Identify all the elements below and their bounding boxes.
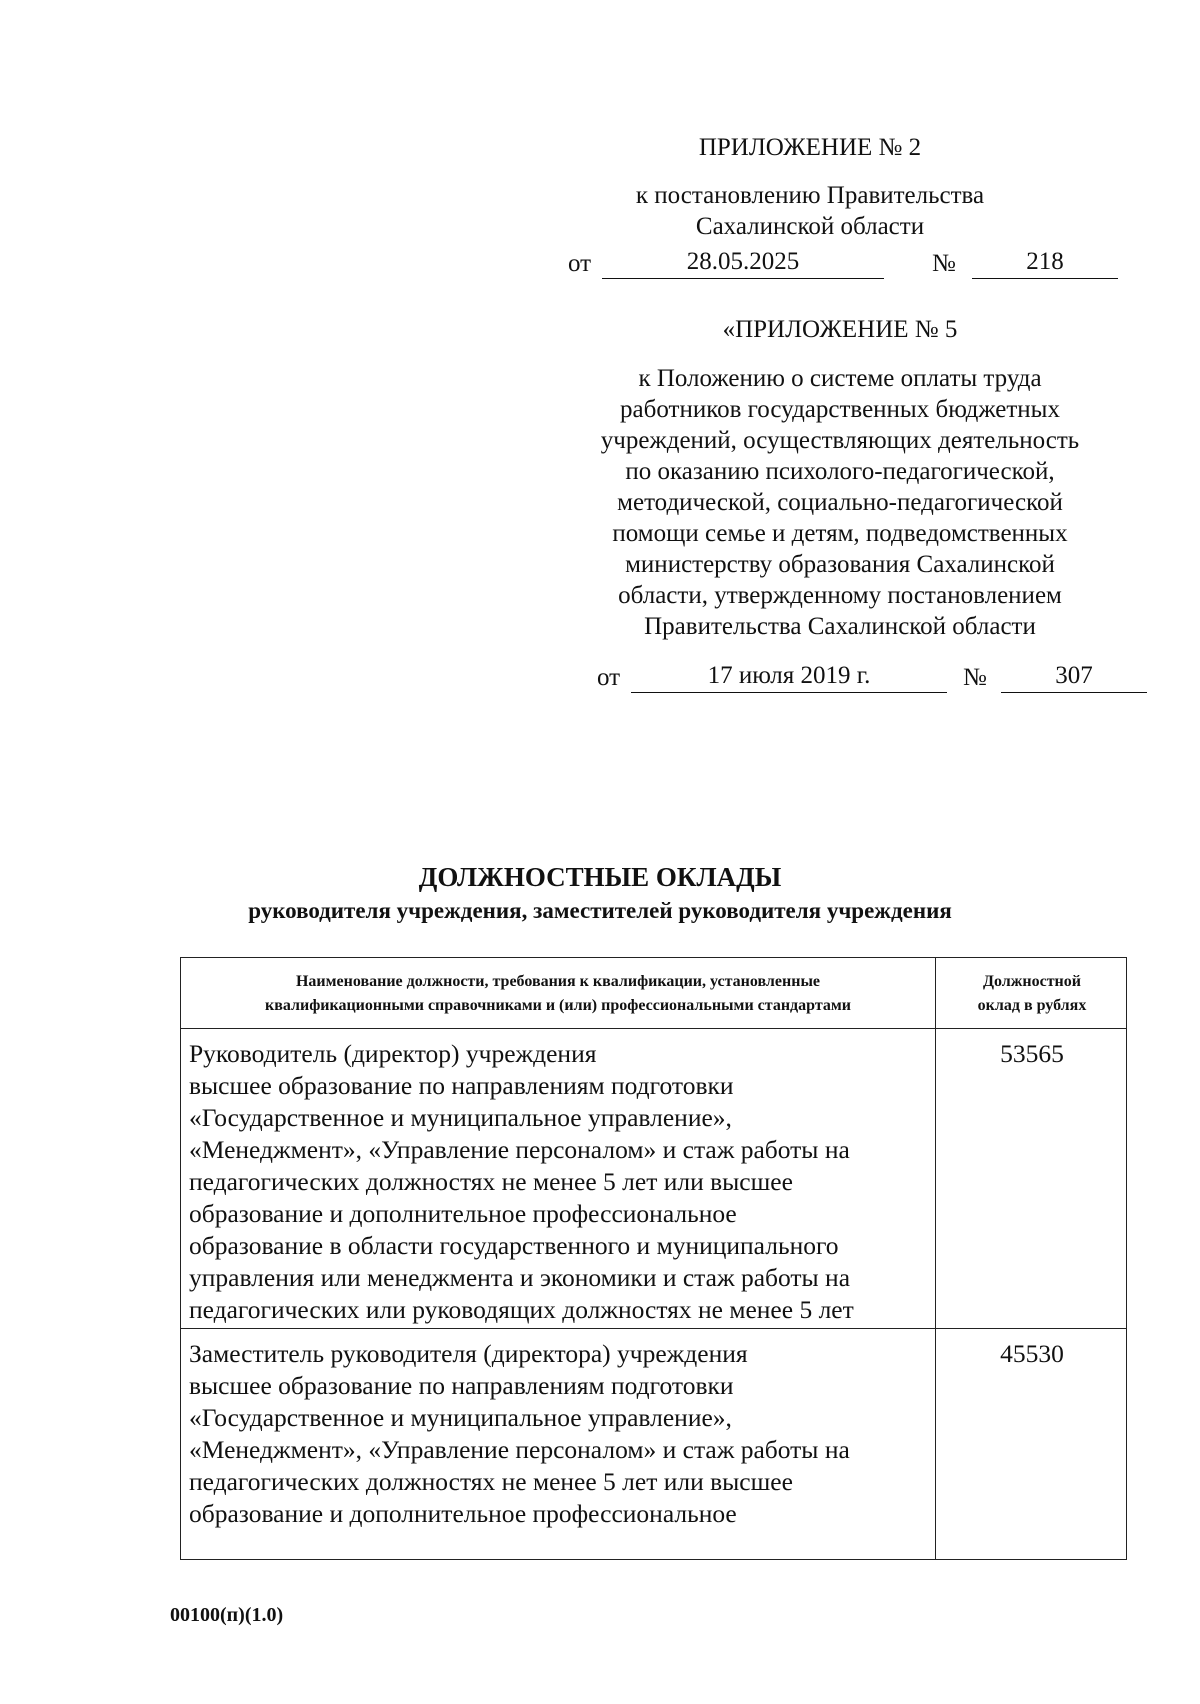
table-row-description [189, 1038, 854, 1326]
row-divider [181, 1328, 1126, 1329]
appendix-5-block [560, 314, 1120, 642]
appendix-5-date: 17 июля 2019 г. [631, 660, 947, 693]
document-title: ДОЛЖНОСТНЫЕ ОКЛАДЫ [418, 862, 782, 892]
form-code: 00100(п)(1.0) [170, 1604, 284, 1626]
header-position-line: квалификационными справочниками и (или) профессиональными стандартами [265, 997, 851, 1014]
appendix-5-number: 307 [1001, 660, 1147, 693]
appendix-2-date: 28.05.2025 [602, 246, 884, 279]
table-row-salary: 53565 [1000, 1039, 1064, 1068]
row-line: педагогических или руководящих должностях не менее 5 лет [189, 1295, 854, 1324]
header-divider [181, 1028, 1126, 1029]
appendix-5-line: Правительства Сахалинской области [644, 613, 1036, 640]
appendix-2-title: ПРИЛОЖЕНИЕ № 2 [698, 134, 922, 161]
appendix-5-line: к Положению о системе оплаты труда [638, 365, 1042, 392]
row-line: образование в области государственного и муниципального [189, 1231, 839, 1260]
appendix-5-dateline [597, 660, 1149, 696]
appendix-5-title: «ПРИЛОЖЕНИЕ № 5 [722, 316, 958, 343]
appendix-5-number-label: № [963, 664, 987, 691]
appendix-2-line-1: к постановлению Правительства [635, 182, 985, 209]
appendix-2-number: 218 [972, 246, 1118, 279]
row-line: «Государственное и муниципальное управление», [189, 1403, 732, 1432]
appendix-5-from-label: от [597, 664, 621, 691]
appendix-2-from-label: от [568, 250, 592, 277]
appendix-5-line: помощи семье и детям, подведомственных [612, 520, 1068, 547]
document-subtitle: руководителя учреждения, заместителей руководителя учреждения [248, 898, 952, 923]
row-line: Руководитель (директор) учреждения [189, 1039, 597, 1068]
appendix-5-line: министерству образования Сахалинской [625, 551, 1055, 578]
header-salary [937, 970, 1127, 1018]
appendix-2-block [540, 132, 1080, 242]
appendix-2-dateline [568, 246, 1120, 282]
row-line: педагогических должностях не менее 5 лет или высшее [189, 1467, 793, 1496]
appendix-2-line-2: Сахалинской области [695, 213, 925, 240]
row-line: образование и дополнительное профессиональное [189, 1199, 737, 1228]
appendix-5-line: по оказанию психолого-педагогической, [625, 458, 1055, 485]
row-line: Заместитель руководителя (директора) учреждения [189, 1339, 748, 1368]
appendix-5-line: области, утвержденному постановлением [618, 582, 1062, 609]
row-line: педагогических должностях не менее 5 лет или высшее [189, 1167, 793, 1196]
header-salary-line: Должностной [983, 973, 1081, 990]
table-row-salary: 45530 [1000, 1339, 1064, 1368]
row-line: высшее образование по направлениям подготовки [189, 1071, 734, 1100]
appendix-5-line: работников государственных бюджетных [620, 396, 1060, 423]
row-line: высшее образование по направлениям подготовки [189, 1371, 734, 1400]
header-position-line: Наименование должности, требования к квалификации, установленные [295, 973, 821, 990]
row-line: образование и дополнительное профессиональное [189, 1499, 737, 1528]
row-line: «Менеджмент», «Управление персоналом» и стаж работы на [189, 1435, 850, 1464]
appendix-5-line: учреждений, осуществляющих деятельность [600, 427, 1080, 454]
row-line: «Государственное и муниципальное управление», [189, 1103, 732, 1132]
header-salary-line: оклад в рублях [977, 997, 1087, 1014]
row-line: «Менеджмент», «Управление персоналом» и стаж работы на [189, 1135, 850, 1164]
row-line: управления или менеджмента и экономики и стаж работы на [189, 1263, 851, 1292]
column-divider [935, 958, 936, 1559]
header-position-name [181, 970, 935, 1018]
appendix-2-number-label: № [932, 250, 956, 277]
appendix-5-line: методической, социально-педагогической [617, 489, 1063, 516]
salary-table [180, 957, 1127, 1560]
table-row-description [189, 1338, 850, 1530]
